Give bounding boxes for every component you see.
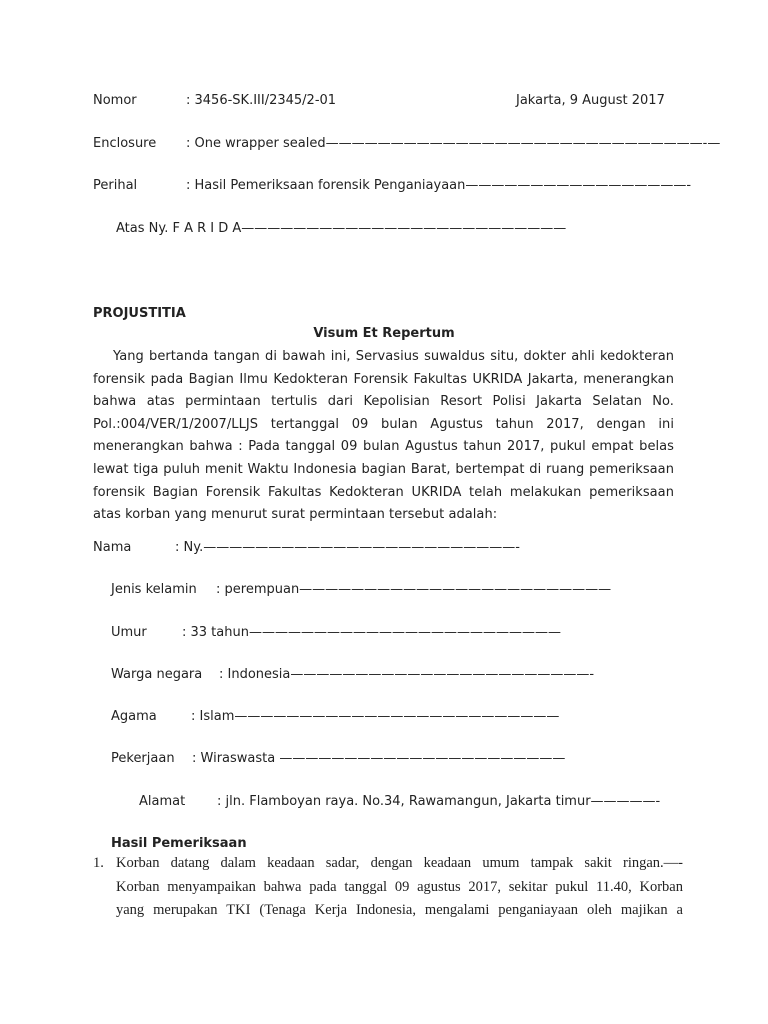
nomor-value: : 3456-SK.III/2345/2-01: [186, 93, 337, 108]
warga-negara-label: Warga negara: [111, 667, 203, 682]
hasil-item-text: [116, 852, 683, 923]
intro-line: bahwa atas permintaan tertulis dari Kepolisian Resort Polisi Jakarta Selatan No.: [93, 394, 674, 410]
hasil-line: yang merupakan TKI (Tenaga Kerja Indonesia, mengalami penganiayaan oleh majikan a: [116, 902, 683, 918]
intro-line: atas korban yang menurut surat permintaan tersebut adalah:: [93, 507, 498, 523]
umur-label: Umur: [111, 625, 147, 640]
alamat-label: Alamat: [139, 794, 186, 809]
perihal-label: Perihal: [93, 178, 138, 193]
jenis-kelamin-value: : perempuan————————————————————————: [216, 582, 612, 597]
hasil-list: [93, 852, 683, 923]
perihal-value: : Hasil Pemeriksaan forensik Penganiayaan—————————————————-: [186, 178, 692, 193]
nama-value: : Ny.————————————————————————-: [175, 540, 520, 555]
intro-line: menerangkan bahwa : Pada tanggal 09 bulan Agustus tahun 2017, pukul empat belas: [93, 439, 674, 455]
umur-value: : 33 tahun————————————————————————: [182, 625, 561, 640]
intro-line: forensik Bagian Forensik Fakultas Kedokteran UKRIDA telah melakukan pemeriksaan: [93, 484, 674, 500]
pekerjaan-row: [111, 750, 565, 768]
pekerjaan-label: Pekerjaan: [111, 751, 175, 766]
warga-negara-row: [111, 666, 594, 684]
enclosure-label: Enclosure: [93, 136, 157, 151]
agama-label: Agama: [111, 709, 157, 724]
agama-value: : Islam—————————————————————————: [191, 709, 560, 724]
nomor-row: [93, 92, 336, 110]
hasil-heading: Hasil Pemeriksaan: [111, 836, 247, 851]
document-title: Visum Et Repertum: [313, 326, 455, 341]
letter-date: Jakarta, 9 August 2017: [516, 93, 665, 108]
umur-row: [111, 624, 561, 642]
intro-line: Pol.:004/VER/1/2007/LLJS tertanggal 09 bulan Agustus tahun 2017, dengan ini: [93, 416, 674, 432]
list-number: 1.: [93, 855, 104, 871]
enclosure-value: : One wrapper sealed—————————————————————————————-—: [186, 136, 721, 151]
agama-row: [111, 708, 559, 726]
pekerjaan-value: : Wiraswasta ——————————————————————: [192, 751, 566, 766]
perihal-row: [93, 177, 691, 195]
intro-line: Yang bertanda tangan di bawah ini, Servasius suwaldus situ, dokter ahli kedokteran: [113, 349, 674, 364]
hasil-line: Korban menyampaikan bahwa pada tanggal 09 agustus 2017, sekitar pukul 11.40, Korban: [116, 878, 683, 895]
intro-paragraph: [93, 346, 674, 527]
intro-line: lewat tiga puluh menit Waktu Indonesia bagian Barat, bertempat di ruang pemeriksaan: [93, 461, 674, 477]
nomor-label: Nomor: [93, 93, 137, 108]
alamat-value: : jln. Flamboyan raya. No.34, Rawamangun, Jakarta timur—————-: [217, 794, 661, 809]
intro-line: forensik pada Bagian Ilmu Kedokteran Forensik Fakultas UKRIDA Jakarta, menerangkan: [93, 371, 674, 387]
jenis-kelamin-row: [111, 581, 611, 599]
alamat-row: [139, 793, 660, 811]
atas-line: Atas Ny. F A R I D A—————————————————————————: [116, 221, 567, 236]
projustitia-heading: PROJUSTITIA: [93, 306, 186, 321]
nama-row: [93, 539, 520, 557]
hasil-line: Korban datang dalam keadaan sadar, dengan keadaan umum tampak sakit ringan.—-: [116, 855, 683, 871]
nama-label: Nama: [93, 540, 132, 555]
enclosure-row: [93, 135, 720, 153]
jenis-kelamin-label: Jenis kelamin: [111, 582, 197, 597]
warga-negara-value: : Indonesia———————————————————————-: [219, 667, 595, 682]
